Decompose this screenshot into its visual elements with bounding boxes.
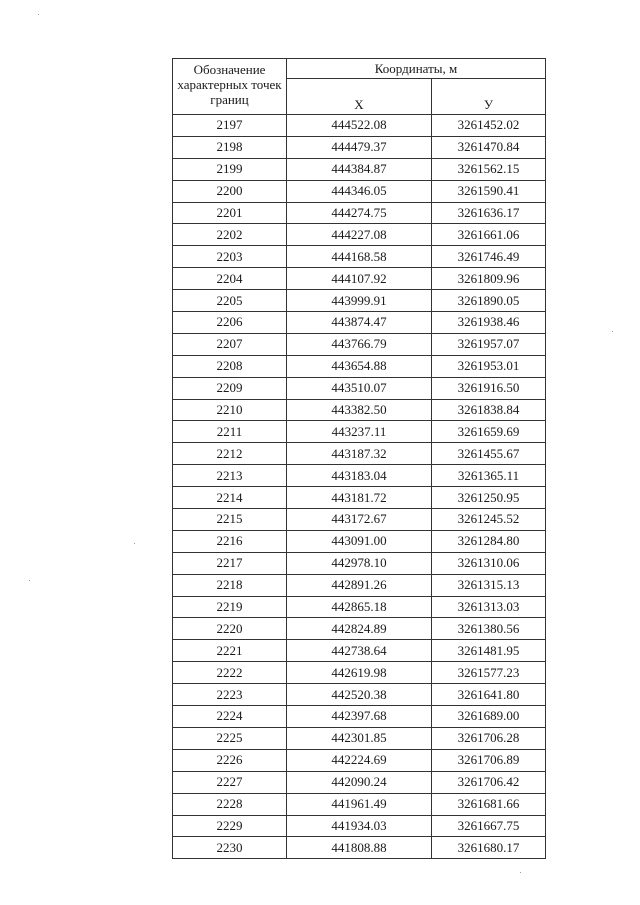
y-coordinate-cell: 3261562.15	[432, 158, 546, 180]
x-coordinate-cell: 442824.89	[287, 618, 432, 640]
x-coordinate-cell: 443510.07	[287, 377, 432, 399]
x-coordinate-cell: 442738.64	[287, 640, 432, 662]
x-coordinate-cell: 444168.58	[287, 246, 432, 268]
y-coordinate-cell: 3261284.80	[432, 530, 546, 552]
x-coordinate-cell: 444107.92	[287, 268, 432, 290]
y-coordinate-cell: 3261953.01	[432, 355, 546, 377]
y-coordinate-cell: 3261667.75	[432, 815, 546, 837]
table-row	[173, 268, 546, 290]
x-coordinate-cell: 443654.88	[287, 355, 432, 377]
y-coordinate-cell: 3261470.84	[432, 136, 546, 158]
point-id-cell: 2227	[173, 771, 287, 793]
point-id-cell: 2225	[173, 727, 287, 749]
point-id-cell: 2213	[173, 465, 287, 487]
table-header	[173, 59, 546, 115]
scan-speck	[134, 543, 135, 544]
x-coordinate-cell: 441808.88	[287, 837, 432, 859]
y-coordinate-cell: 3261245.52	[432, 509, 546, 531]
x-coordinate-cell: 442301.85	[287, 727, 432, 749]
table-row	[173, 202, 546, 224]
table-body	[173, 115, 546, 859]
x-coordinate-cell: 444384.87	[287, 158, 432, 180]
table-row	[173, 640, 546, 662]
table-row	[173, 290, 546, 312]
y-coordinate-cell: 3261590.41	[432, 180, 546, 202]
x-coordinate-cell: 441934.03	[287, 815, 432, 837]
x-coordinate-cell: 442224.69	[287, 749, 432, 771]
point-id-cell: 2214	[173, 487, 287, 509]
point-id-cell: 2198	[173, 136, 287, 158]
table-row	[173, 487, 546, 509]
point-id-cell: 2205	[173, 290, 287, 312]
table-row	[173, 158, 546, 180]
table-row	[173, 837, 546, 859]
y-coordinate-cell: 3261315.13	[432, 574, 546, 596]
table-row	[173, 749, 546, 771]
table-row	[173, 136, 546, 158]
point-id-cell: 2219	[173, 596, 287, 618]
table-row	[173, 706, 546, 728]
point-id-cell: 2229	[173, 815, 287, 837]
point-id-cell: 2222	[173, 662, 287, 684]
point-id-cell: 2217	[173, 552, 287, 574]
point-id-cell: 2211	[173, 421, 287, 443]
y-coordinate-cell: 3261641.80	[432, 684, 546, 706]
table-row	[173, 377, 546, 399]
table-row	[173, 355, 546, 377]
point-id-cell: 2218	[173, 574, 287, 596]
y-coordinate-cell: 3261890.05	[432, 290, 546, 312]
header-coordinates: Координаты, м	[287, 59, 546, 79]
x-coordinate-cell: 442520.38	[287, 684, 432, 706]
x-coordinate-cell: 443382.50	[287, 399, 432, 421]
table-row	[173, 465, 546, 487]
header-x: X	[287, 79, 432, 115]
point-id-cell: 2216	[173, 530, 287, 552]
point-id-cell: 2220	[173, 618, 287, 640]
point-id-cell: 2204	[173, 268, 287, 290]
table-row	[173, 574, 546, 596]
y-coordinate-cell: 3261661.06	[432, 224, 546, 246]
table-row	[173, 246, 546, 268]
y-coordinate-cell: 3261365.11	[432, 465, 546, 487]
x-coordinate-cell: 442891.26	[287, 574, 432, 596]
point-id-cell: 2200	[173, 180, 287, 202]
table-row	[173, 530, 546, 552]
y-coordinate-cell: 3261577.23	[432, 662, 546, 684]
y-coordinate-cell: 3261746.49	[432, 246, 546, 268]
x-coordinate-cell: 443172.67	[287, 509, 432, 531]
point-id-cell: 2228	[173, 793, 287, 815]
point-id-cell: 2209	[173, 377, 287, 399]
point-id-cell: 2212	[173, 443, 287, 465]
y-coordinate-cell: 3261916.50	[432, 377, 546, 399]
point-id-cell: 2210	[173, 399, 287, 421]
x-coordinate-cell: 443181.72	[287, 487, 432, 509]
point-id-cell: 2203	[173, 246, 287, 268]
x-coordinate-cell: 443091.00	[287, 530, 432, 552]
x-coordinate-cell: 444346.05	[287, 180, 432, 202]
table-row	[173, 596, 546, 618]
y-coordinate-cell: 3261313.03	[432, 596, 546, 618]
y-coordinate-cell: 3261706.42	[432, 771, 546, 793]
y-coordinate-cell: 3261380.56	[432, 618, 546, 640]
scan-speck	[520, 872, 521, 873]
point-id-cell: 2202	[173, 224, 287, 246]
table-row	[173, 684, 546, 706]
point-id-cell: 2199	[173, 158, 287, 180]
table-row	[173, 115, 546, 137]
scan-speck	[29, 580, 30, 581]
y-coordinate-cell: 3261809.96	[432, 268, 546, 290]
table-row	[173, 224, 546, 246]
table-row	[173, 552, 546, 574]
table-row	[173, 333, 546, 355]
y-coordinate-cell: 3261706.89	[432, 749, 546, 771]
point-id-cell: 2221	[173, 640, 287, 662]
y-coordinate-cell: 3261310.06	[432, 552, 546, 574]
coordinates-table	[172, 58, 546, 859]
x-coordinate-cell: 443874.47	[287, 312, 432, 334]
x-coordinate-cell: 442978.10	[287, 552, 432, 574]
table-row	[173, 727, 546, 749]
table-row	[173, 771, 546, 793]
x-coordinate-cell: 444522.08	[287, 115, 432, 137]
y-coordinate-cell: 3261250.95	[432, 487, 546, 509]
table-row	[173, 312, 546, 334]
y-coordinate-cell: 3261636.17	[432, 202, 546, 224]
x-coordinate-cell: 441961.49	[287, 793, 432, 815]
table-row	[173, 180, 546, 202]
y-coordinate-cell: 3261706.28	[432, 727, 546, 749]
point-id-cell: 2206	[173, 312, 287, 334]
point-id-cell: 2230	[173, 837, 287, 859]
x-coordinate-cell: 442090.24	[287, 771, 432, 793]
point-id-cell: 2208	[173, 355, 287, 377]
y-coordinate-cell: 3261681.66	[432, 793, 546, 815]
point-id-cell: 2201	[173, 202, 287, 224]
x-coordinate-cell: 442397.68	[287, 706, 432, 728]
x-coordinate-cell: 442865.18	[287, 596, 432, 618]
y-coordinate-cell: 3261452.02	[432, 115, 546, 137]
table-row	[173, 618, 546, 640]
x-coordinate-cell: 443187.32	[287, 443, 432, 465]
point-id-cell: 2215	[173, 509, 287, 531]
y-coordinate-cell: 3261659.69	[432, 421, 546, 443]
point-id-cell: 2197	[173, 115, 287, 137]
point-id-cell: 2207	[173, 333, 287, 355]
point-id-cell: 2226	[173, 749, 287, 771]
point-id-cell: 2224	[173, 706, 287, 728]
scan-speck	[38, 14, 39, 15]
table-row	[173, 793, 546, 815]
y-coordinate-cell: 3261455.67	[432, 443, 546, 465]
y-coordinate-cell: 3261957.07	[432, 333, 546, 355]
table-row	[173, 509, 546, 531]
x-coordinate-cell: 444227.08	[287, 224, 432, 246]
x-coordinate-cell: 443766.79	[287, 333, 432, 355]
x-coordinate-cell: 444479.37	[287, 136, 432, 158]
x-coordinate-cell: 443237.11	[287, 421, 432, 443]
x-coordinate-cell: 443183.04	[287, 465, 432, 487]
y-coordinate-cell: 3261481.95	[432, 640, 546, 662]
y-coordinate-cell: 3261938.46	[432, 312, 546, 334]
table-row	[173, 443, 546, 465]
table-row	[173, 815, 546, 837]
table-row	[173, 662, 546, 684]
y-coordinate-cell: 3261689.00	[432, 706, 546, 728]
scan-speck	[612, 331, 613, 332]
y-coordinate-cell: 3261838.84	[432, 399, 546, 421]
y-coordinate-cell: 3261680.17	[432, 837, 546, 859]
x-coordinate-cell: 443999.91	[287, 290, 432, 312]
table-row	[173, 421, 546, 443]
x-coordinate-cell: 444274.75	[287, 202, 432, 224]
table-row	[173, 399, 546, 421]
header-point-designation: Обозначение характерных точек границ	[173, 59, 287, 115]
x-coordinate-cell: 442619.98	[287, 662, 432, 684]
header-y: У	[432, 79, 546, 115]
point-id-cell: 2223	[173, 684, 287, 706]
